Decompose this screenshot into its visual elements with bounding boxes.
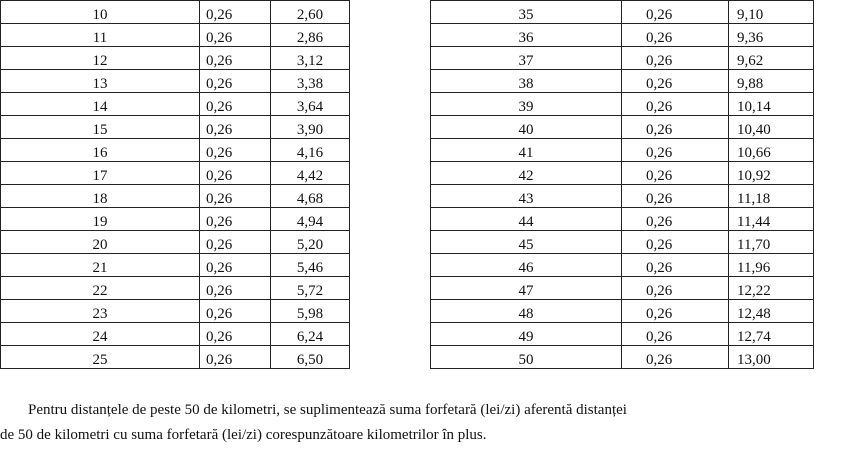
flat-sum-cell: 12,48 — [729, 300, 814, 323]
table-row — [1, 1, 350, 24]
rate-per-km-cell: 0,26 — [200, 1, 271, 24]
rate-per-km-cell: 0,26 — [622, 93, 729, 116]
distance-km-cell: 16 — [1, 139, 200, 162]
table-row — [431, 116, 814, 139]
flat-sum-cell: 11,70 — [729, 231, 814, 254]
table-row — [431, 93, 814, 116]
table-row — [1, 70, 350, 93]
table-row — [1, 185, 350, 208]
distance-km-cell: 17 — [1, 162, 200, 185]
flat-sum-cell: 11,96 — [729, 254, 814, 277]
distance-km-cell: 10 — [1, 1, 200, 24]
table-row — [1, 162, 350, 185]
table-row — [1, 24, 350, 47]
distance-km-cell: 11 — [1, 24, 200, 47]
table-row — [431, 24, 814, 47]
distance-table-left — [0, 0, 350, 369]
right-table-body — [431, 1, 814, 369]
distance-km-cell: 50 — [431, 346, 622, 369]
rate-per-km-cell: 0,26 — [200, 162, 271, 185]
flat-sum-cell: 13,00 — [729, 346, 814, 369]
distance-km-cell: 41 — [431, 139, 622, 162]
flat-sum-cell: 10,40 — [729, 116, 814, 139]
rate-per-km-cell: 0,26 — [622, 162, 729, 185]
flat-sum-cell: 6,50 — [271, 346, 350, 369]
rate-per-km-cell: 0,26 — [622, 185, 729, 208]
flat-sum-cell: 3,90 — [271, 116, 350, 139]
flat-sum-cell: 9,62 — [729, 47, 814, 70]
rate-per-km-cell: 0,26 — [622, 254, 729, 277]
table-row — [1, 47, 350, 70]
distance-km-cell: 40 — [431, 116, 622, 139]
flat-sum-cell: 5,20 — [271, 231, 350, 254]
note-line-1: Pentru distanțele de peste 50 de kilometri, se suplimentează suma forfetară (lei/zi) aferentă distanței — [28, 402, 627, 418]
flat-sum-cell: 10,14 — [729, 93, 814, 116]
distance-km-cell: 22 — [1, 277, 200, 300]
rate-per-km-cell: 0,26 — [200, 300, 271, 323]
rate-per-km-cell: 0,26 — [622, 231, 729, 254]
table-row — [1, 208, 350, 231]
table-row — [1, 93, 350, 116]
flat-sum-cell: 5,46 — [271, 254, 350, 277]
table-row — [1, 254, 350, 277]
flat-sum-cell: 9,10 — [729, 1, 814, 24]
table-row — [1, 323, 350, 346]
distance-km-cell: 49 — [431, 323, 622, 346]
distance-km-cell: 12 — [1, 47, 200, 70]
distance-km-cell: 45 — [431, 231, 622, 254]
rate-per-km-cell: 0,26 — [200, 346, 271, 369]
flat-sum-cell: 11,44 — [729, 208, 814, 231]
rate-per-km-cell: 0,26 — [622, 323, 729, 346]
rate-per-km-cell: 0,26 — [622, 47, 729, 70]
distance-km-cell: 35 — [431, 1, 622, 24]
table-row — [431, 185, 814, 208]
distance-km-cell: 20 — [1, 231, 200, 254]
table-row — [431, 254, 814, 277]
flat-sum-cell: 4,16 — [271, 139, 350, 162]
table-row — [431, 231, 814, 254]
rate-per-km-cell: 0,26 — [200, 70, 271, 93]
flat-sum-cell: 3,64 — [271, 93, 350, 116]
flat-sum-cell: 2,60 — [271, 1, 350, 24]
rate-per-km-cell: 0,26 — [622, 116, 729, 139]
table-row — [431, 1, 814, 24]
distance-km-cell: 19 — [1, 208, 200, 231]
flat-sum-cell: 10,92 — [729, 162, 814, 185]
table-row — [431, 346, 814, 369]
flat-sum-cell: 3,38 — [271, 70, 350, 93]
table-row — [431, 47, 814, 70]
rate-per-km-cell: 0,26 — [200, 139, 271, 162]
rate-per-km-cell: 0,26 — [200, 254, 271, 277]
flat-sum-cell: 10,66 — [729, 139, 814, 162]
distance-km-cell: 44 — [431, 208, 622, 231]
rate-per-km-cell: 0,26 — [200, 185, 271, 208]
flat-sum-cell: 11,18 — [729, 185, 814, 208]
rate-per-km-cell: 0,26 — [200, 208, 271, 231]
note-line-2: de 50 de kilometri cu suma forfetară (lei/zi) corespunzătoare kilometrilor în plus. — [0, 427, 487, 443]
table-row — [1, 231, 350, 254]
rate-per-km-cell: 0,26 — [622, 24, 729, 47]
left-table-body — [1, 1, 350, 369]
rate-per-km-cell: 0,26 — [622, 208, 729, 231]
distance-km-cell: 38 — [431, 70, 622, 93]
distance-km-cell: 43 — [431, 185, 622, 208]
distance-km-cell: 39 — [431, 93, 622, 116]
flat-sum-cell: 9,88 — [729, 70, 814, 93]
table-row — [431, 277, 814, 300]
flat-sum-cell: 12,22 — [729, 277, 814, 300]
distance-km-cell: 25 — [1, 346, 200, 369]
rate-per-km-cell: 0,26 — [200, 116, 271, 139]
rate-per-km-cell: 0,26 — [200, 323, 271, 346]
flat-sum-cell: 4,68 — [271, 185, 350, 208]
distance-km-cell: 37 — [431, 47, 622, 70]
rate-per-km-cell: 0,26 — [622, 70, 729, 93]
rate-per-km-cell: 0,26 — [622, 139, 729, 162]
table-row — [431, 300, 814, 323]
distance-km-cell: 18 — [1, 185, 200, 208]
distance-km-cell: 23 — [1, 300, 200, 323]
distance-km-cell: 47 — [431, 277, 622, 300]
flat-sum-cell: 12,74 — [729, 323, 814, 346]
distance-km-cell: 42 — [431, 162, 622, 185]
table-row — [1, 300, 350, 323]
table-row — [1, 346, 350, 369]
distance-km-cell: 36 — [431, 24, 622, 47]
rate-per-km-cell: 0,26 — [622, 277, 729, 300]
table-row — [431, 162, 814, 185]
rate-per-km-cell: 0,26 — [622, 346, 729, 369]
table-row — [1, 277, 350, 300]
table-row — [431, 208, 814, 231]
rate-per-km-cell: 0,26 — [622, 1, 729, 24]
table-row — [431, 323, 814, 346]
rate-per-km-cell: 0,26 — [622, 300, 729, 323]
flat-sum-cell: 4,94 — [271, 208, 350, 231]
distance-km-cell: 48 — [431, 300, 622, 323]
distance-km-cell: 14 — [1, 93, 200, 116]
table-row — [1, 116, 350, 139]
flat-sum-cell: 4,42 — [271, 162, 350, 185]
flat-sum-cell: 6,24 — [271, 323, 350, 346]
rate-per-km-cell: 0,26 — [200, 231, 271, 254]
distance-table-right — [430, 0, 814, 369]
flat-sum-cell: 5,72 — [271, 277, 350, 300]
distance-km-cell: 15 — [1, 116, 200, 139]
distance-km-cell: 24 — [1, 323, 200, 346]
flat-sum-cell: 3,12 — [271, 47, 350, 70]
table-row — [431, 70, 814, 93]
flat-sum-cell: 5,98 — [271, 300, 350, 323]
distance-km-cell: 13 — [1, 70, 200, 93]
flat-sum-cell: 9,36 — [729, 24, 814, 47]
rate-per-km-cell: 0,26 — [200, 24, 271, 47]
distance-km-cell: 46 — [431, 254, 622, 277]
flat-sum-cell: 2,86 — [271, 24, 350, 47]
table-row — [1, 139, 350, 162]
rate-per-km-cell: 0,26 — [200, 93, 271, 116]
distance-km-cell: 21 — [1, 254, 200, 277]
rate-per-km-cell: 0,26 — [200, 47, 271, 70]
table-row — [431, 139, 814, 162]
rate-per-km-cell: 0,26 — [200, 277, 271, 300]
